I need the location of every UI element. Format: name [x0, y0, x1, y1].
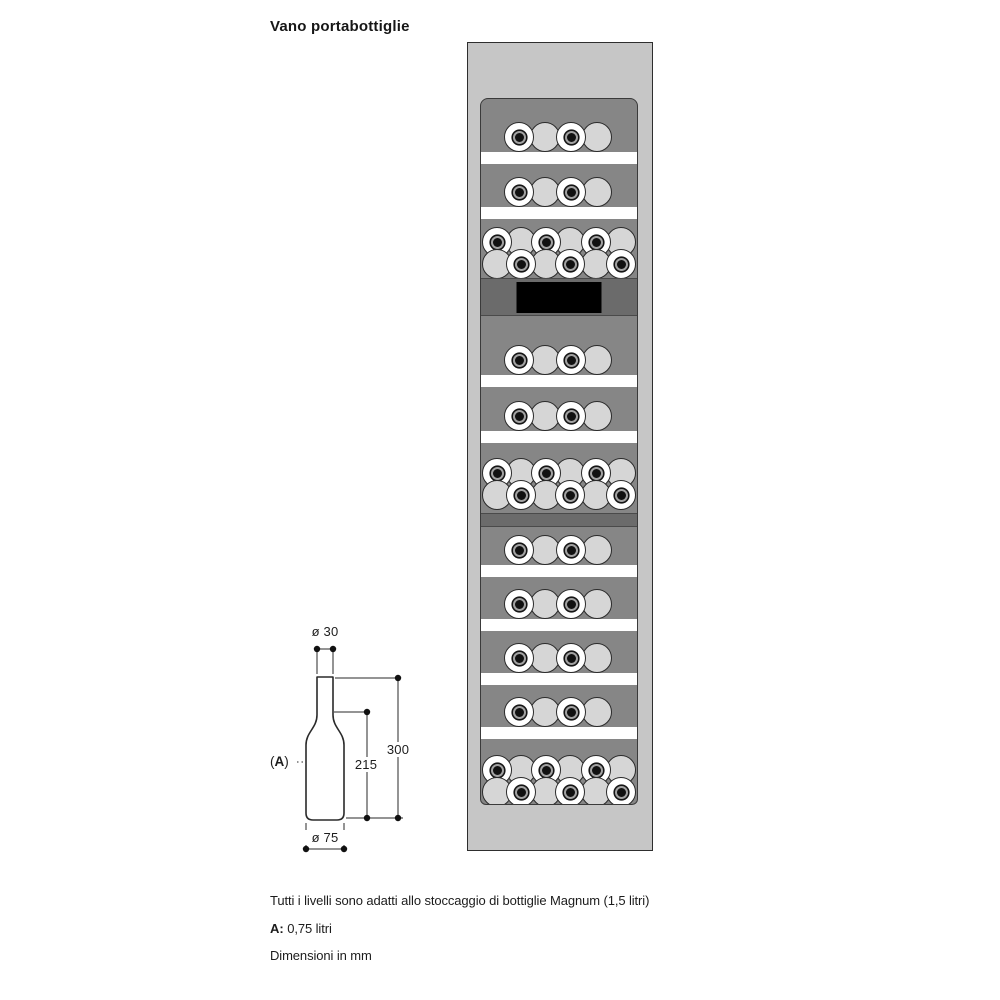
bottle-cap: [582, 345, 612, 375]
cabinet-interior: [480, 98, 638, 805]
bottle-punt-core: [565, 598, 578, 611]
bottle-punt: [506, 480, 536, 510]
control-display: [517, 282, 602, 313]
bottle-punt: [555, 249, 585, 279]
dim-body-diameter: ø 75: [305, 830, 345, 845]
bottle-cap: [582, 177, 612, 207]
bottle-punt-core: [513, 652, 526, 665]
bottle-punt-core: [513, 354, 526, 367]
bottle-punt-core: [515, 786, 528, 799]
bottle-punt: [504, 643, 534, 673]
bottle-punt: [506, 249, 536, 279]
bottle-punt-core: [513, 131, 526, 144]
bottle-punt: [504, 697, 534, 727]
bottle-shelf: [481, 673, 637, 685]
bottle-punt-core: [590, 467, 603, 480]
note-a-volume: A: 0,75 litri: [270, 921, 332, 936]
bottle-punt-core: [615, 258, 628, 271]
bottle-outline: [306, 677, 344, 820]
bottle-punt-core: [564, 258, 577, 271]
bottle-punt-core: [565, 131, 578, 144]
bottle-punt-core: [540, 764, 553, 777]
bottle-punt: [555, 777, 585, 805]
bottle-punt-core: [590, 764, 603, 777]
bottle-cap: [582, 535, 612, 565]
bottle-punt: [504, 401, 534, 431]
bottle-punt: [504, 177, 534, 207]
bottle-punt: [606, 777, 636, 805]
bottle-punt: [556, 122, 586, 152]
bottle-punt: [504, 122, 534, 152]
bottle-shelf: [481, 431, 637, 443]
bottle-punt-core: [513, 410, 526, 423]
bottle-punt-core: [491, 764, 504, 777]
bottle-punt: [606, 480, 636, 510]
bottle-punt: [556, 401, 586, 431]
bottle-punt-core: [615, 489, 628, 502]
bottle-label-a: (A): [270, 754, 289, 769]
bottle-punt-core: [564, 489, 577, 502]
bottle-punt: [556, 589, 586, 619]
note-magnum: Tutti i livelli sono adatti allo stoccaggio di bottiglie Magnum (1,5 litri): [270, 893, 650, 908]
bottle-punt: [504, 345, 534, 375]
bottle-punt-core: [491, 467, 504, 480]
bottle-cap: [582, 697, 612, 727]
page-title: Vano portabottiglie: [270, 18, 410, 35]
bottle-punt: [556, 345, 586, 375]
dim-neck-diameter: ø 30: [299, 624, 351, 639]
bottle-punt-core: [491, 236, 504, 249]
bottle-cap: [582, 589, 612, 619]
zone-divider: [481, 513, 637, 527]
bottle-punt-core: [565, 186, 578, 199]
dim-body-height: 215: [346, 757, 386, 772]
bottle-punt-core: [513, 598, 526, 611]
bottle-shelf: [481, 207, 637, 219]
bottle-cap: [582, 122, 612, 152]
bottle-punt: [556, 535, 586, 565]
bottle-punt-core: [565, 706, 578, 719]
bottle-punt-core: [590, 236, 603, 249]
bottle-punt: [555, 480, 585, 510]
bottle-punt-core: [565, 354, 578, 367]
bottle-cap: [582, 401, 612, 431]
bottle-punt-core: [513, 706, 526, 719]
bottle-shelf: [481, 152, 637, 164]
bottle-punt-core: [565, 544, 578, 557]
bottle-punt: [504, 589, 534, 619]
bottle-punt-core: [513, 186, 526, 199]
note-dimensions-unit: Dimensioni in mm: [270, 948, 372, 963]
dim-total-height: 300: [378, 742, 418, 757]
bottle-punt: [556, 697, 586, 727]
control-panel-band: [481, 278, 637, 316]
bottle-shelf: [481, 565, 637, 577]
bottle-punt: [556, 643, 586, 673]
bottle-punt-core: [515, 489, 528, 502]
bottle-punt: [506, 777, 536, 805]
bottle-punt: [556, 177, 586, 207]
bottle-punt-core: [565, 410, 578, 423]
bottle-punt: [606, 249, 636, 279]
bottle-punt-core: [515, 258, 528, 271]
cabinet-frame: [467, 42, 653, 851]
bottle-punt-core: [565, 652, 578, 665]
bottle-shelf: [481, 727, 637, 739]
bottle-punt-core: [513, 544, 526, 557]
bottle-punt-core: [540, 236, 553, 249]
bottle-punt-core: [540, 467, 553, 480]
bottle-shelf: [481, 619, 637, 631]
bottle-punt-core: [564, 786, 577, 799]
bottle-punt-core: [615, 786, 628, 799]
bottle-cap: [582, 643, 612, 673]
bottle-punt: [504, 535, 534, 565]
bottle-shelf: [481, 375, 637, 387]
